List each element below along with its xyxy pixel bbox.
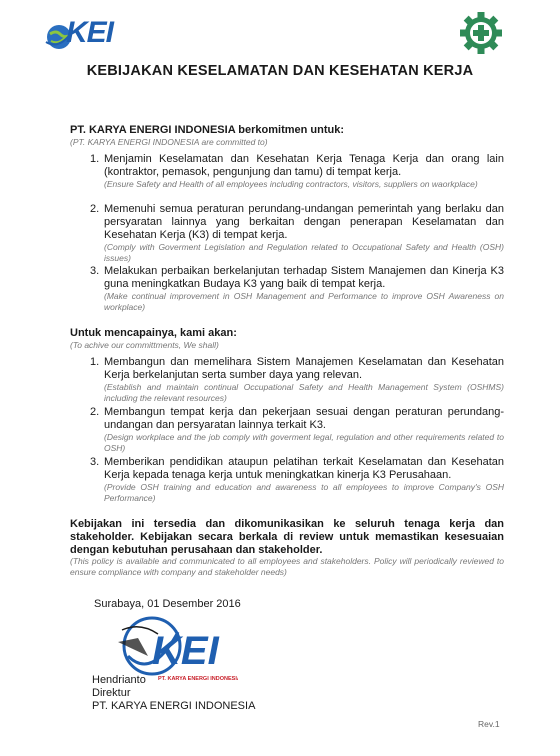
item-number: 1. xyxy=(90,153,100,165)
safety-gear-icon xyxy=(458,10,504,56)
item-number: 3. xyxy=(90,265,100,277)
achieve-heading: Untuk mencapainya, kami akan: xyxy=(70,327,237,339)
achieve-heading-en: (To achive our committments, We shall) xyxy=(70,340,219,350)
stamp-logo-text: KEI xyxy=(152,629,219,673)
item-text-en: (Make continual improvement in OSH Management and Performance to improve OSH Awareness on workplace) xyxy=(104,291,504,312)
signatory-role: Direktur xyxy=(92,687,131,699)
item-text: Menjamin Keselamatan dan Kesehatan Kerja Tenaga Kerja dan orang lain (kontraktor, pemasok, pengunjung dan tamu) di tempat kerja. xyxy=(104,153,504,178)
item-number: 2. xyxy=(90,406,100,418)
commitment-item xyxy=(90,153,504,190)
item-text-en: (Establish and maintain continual Occupational Safety and Health Management System (OSHMS) including the relevant resources) xyxy=(104,382,504,403)
item-number: 3. xyxy=(90,456,100,468)
company-logo xyxy=(44,16,124,56)
stamp-company-text: PT. KARYA ENERGI INDONESIA xyxy=(158,676,238,682)
signatory-block xyxy=(92,674,255,713)
closing-statement-en: (This policy is available and communicated to all employees and stakeholders. Policy will periodically reviewed to ensure compliance with company and stakeholder needs) xyxy=(70,556,504,577)
item-text-en: (Design workplace and the job comply with goverment legal, regulation and other requirements related to OSH) xyxy=(104,432,504,453)
item-text: Memberikan pendidikan ataupun pelatihan terkait Keselamatan dan Kesehatan Kerja kepada tenaga kerja untuk meningkatkan kinerja K3 Perusahaan. xyxy=(104,456,504,481)
achieve-item xyxy=(90,406,504,454)
item-text: Memenuhi semua peraturan perundang-undangan pemerintah yang berlaku dan persyaratan lainnya yang berkaitan dengan penerapan Keselamatan dan Kesehatan Kerja (K3) di tempat kerja. xyxy=(104,203,504,241)
commitment-heading: PT. KARYA ENERGI INDONESIA berkomitmen untuk: xyxy=(70,124,345,136)
item-text-en: (Ensure Safety and Health of all employees including contractors, visitors, suppliers on waorkplace) xyxy=(104,179,478,189)
closing-statement: Kebijakan ini tersedia dan dikomunikasikan ke seluruh tenaga kerja dan stakeholder. Kebijakan secara berkala di review untuk memastikan kesesuaian dengan kebutuhan perusahaan dan stakeholder. xyxy=(70,518,504,556)
commitment-heading-en: (PT. KARYA ENERGI INDONESIA are committed to) xyxy=(70,137,268,147)
item-text-en: (Comply with Goverment Legislation and Regulation related to Occupational Safety and Health (OSH) issues) xyxy=(104,242,504,263)
achieve-item xyxy=(90,456,504,504)
commitment-item xyxy=(90,265,504,313)
item-number: 1. xyxy=(90,356,100,368)
item-number: 2. xyxy=(90,203,100,215)
document-title: KEBIJAKAN KESELAMATAN DAN KESEHATAN KERJA xyxy=(86,63,474,79)
achieve-item xyxy=(90,356,504,404)
signatory-company: PT. KARYA ENERGI INDONESIA xyxy=(92,700,256,712)
item-text-en: (Provide OSH training and education and awareness to all employees to improve Company's OSH Performance) xyxy=(104,482,504,503)
commitment-item xyxy=(90,203,504,264)
place-date: Surabaya, 01 Desember 2016 xyxy=(94,598,241,610)
item-text: Melakukan perbaikan berkelanjutan terhadap Sistem Manajemen dan Kinerja K3 guna meningkatkan Budaya K3 yang baik di tempat kerja. xyxy=(104,265,504,290)
item-text: Membangun tempat kerja dan pekerjaan sesuai dengan peraturan perundang-undangan dan persyaratan lainnya terkait K3. xyxy=(104,406,504,431)
revision-label: Rev.1 xyxy=(478,719,500,729)
item-text: Membangun dan memelihara Sistem Manajemen Keselamatan dan Kesehatan Kerja berkelanjutan serta sumber daya yang relevan. xyxy=(104,356,504,381)
logo-text: KEI xyxy=(66,16,114,49)
signatory-name: Hendrianto xyxy=(92,674,146,686)
